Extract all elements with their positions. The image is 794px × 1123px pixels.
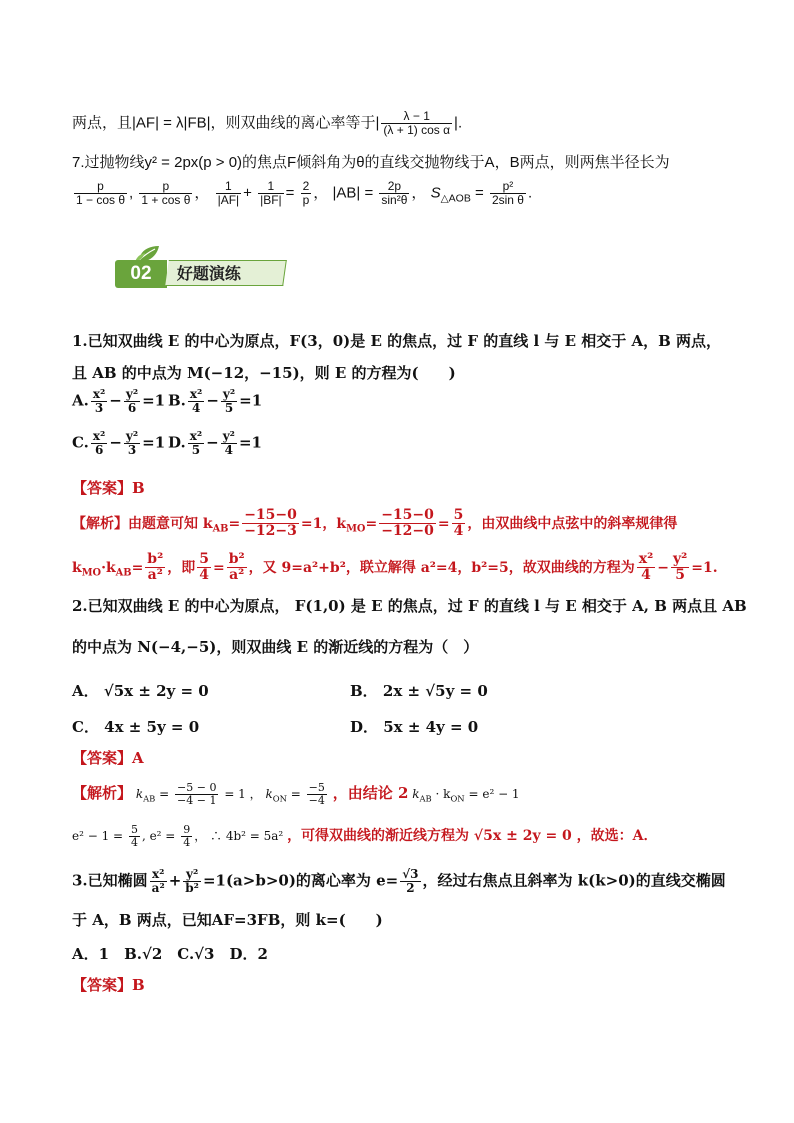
- option-fraction: [124, 430, 140, 457]
- fraction-numerator: y²: [125, 429, 139, 443]
- fraction-denominator: −12−0: [381, 523, 434, 540]
- question-text: +: [168, 871, 182, 890]
- fraction-numerator: y²: [222, 429, 235, 443]
- q1-solution-line-2: [72, 552, 718, 584]
- solution-text: ，又 9=a²+b²，联立解得 a²=4，b²=5，故双曲线的方程为: [248, 559, 635, 576]
- fraction-denominator: sin²θ: [381, 193, 408, 208]
- option-end: =1: [238, 433, 262, 452]
- q3-line-2: 于 A，B 两点，已知AF=3FB，则 k=( ): [72, 911, 383, 929]
- solution-fraction: [379, 508, 436, 540]
- solution-math: k: [135, 787, 144, 802]
- fraction-denominator: 4: [453, 523, 464, 540]
- fraction-numerator: x²: [638, 551, 654, 567]
- formula-fraction-1: [74, 180, 127, 207]
- fraction-numerator: p: [139, 180, 192, 194]
- fraction-denominator: −12−3: [244, 523, 297, 540]
- solution-math: = e² − 1: [468, 787, 520, 802]
- option-fraction: [188, 430, 204, 457]
- q3-options: A．1 B.√2 C.√3 D．2: [72, 945, 268, 963]
- intro-text: 两点，且|AF| = λ|FB|，则双曲线的离心率等于|: [72, 114, 380, 132]
- formula-fraction-5: [301, 180, 312, 207]
- option-fraction: [91, 430, 107, 457]
- fraction-denominator: −4: [308, 794, 325, 808]
- fraction-denominator: 3: [94, 401, 104, 416]
- subscript: ON: [450, 793, 465, 804]
- fraction-numerator: 9: [183, 823, 191, 836]
- q3-fraction: [150, 868, 167, 895]
- fraction-denominator: a²: [229, 567, 245, 584]
- fraction-denominator: b²: [185, 881, 199, 896]
- fraction-denominator: 5: [191, 443, 201, 458]
- solution-math: = 1 ，: [224, 787, 262, 802]
- solution-fraction: [307, 782, 327, 807]
- area-subscript: △AOB: [440, 192, 471, 205]
- formula-fraction-6: [379, 180, 409, 207]
- subscript: AB: [419, 793, 432, 804]
- q1-line-1: 1.已知双曲线 E 的中心为原点，F(3，0)是 E 的焦点，过 F 的直线 l 与 E 相交于 A，B 两点，: [72, 332, 722, 350]
- solution-math: k: [412, 787, 420, 802]
- fraction-numerator: −15−0: [381, 507, 434, 523]
- q2-option-d: D． 5x ± 4y = 0: [350, 718, 479, 736]
- solution-fraction: [145, 552, 165, 584]
- intro-line-1: [72, 110, 462, 137]
- q2-line-1: 2.已知双曲线 E 的中心为原点， F(1,0) 是 E 的焦点，过 F 的直线 l 与 E 相交于 A, B 两点且 AB: [72, 597, 747, 615]
- fraction-numerator: p²: [490, 180, 526, 194]
- solution-fraction: [671, 552, 689, 584]
- solution-text: ·k: [101, 559, 116, 576]
- q3-answer: 【答案】B: [72, 976, 145, 994]
- solution-text: =1.: [691, 559, 718, 576]
- fraction-denominator: |BF|: [260, 193, 282, 208]
- solution-math: · k: [435, 787, 451, 802]
- solution-text: =: [212, 559, 225, 576]
- solution-math: =: [290, 787, 301, 802]
- option-fraction: [221, 430, 237, 457]
- fraction-numerator: 5: [130, 823, 138, 836]
- q1-option-c: C. $\frac{\text{x²}}{6}$ − $\frac{\text{y²}}{3}$ =1: [72, 429, 166, 458]
- solution-math: k: [265, 787, 273, 802]
- option-fraction: [221, 388, 237, 415]
- fraction-denominator: 5: [675, 567, 685, 584]
- fraction-denominator: 2sin θ: [491, 193, 524, 208]
- option-end: =1: [142, 433, 166, 452]
- solution-math: e² − 1 =: [72, 829, 124, 844]
- fraction-numerator: 2p: [379, 180, 409, 194]
- fraction-numerator: −5 − 0: [177, 781, 217, 794]
- fraction-numerator: √3: [402, 867, 419, 881]
- option-label: D.: [168, 433, 186, 452]
- fraction-denominator: 2: [406, 881, 415, 896]
- ab-length-label: |AB| =: [332, 184, 374, 202]
- fraction-numerator: 5: [453, 507, 464, 523]
- fraction-numerator: x²: [92, 429, 106, 443]
- fraction-numerator: y²: [125, 387, 139, 401]
- solution-text: =: [365, 515, 378, 532]
- fraction-numerator: x²: [150, 868, 167, 882]
- fraction-denominator: 4: [130, 836, 138, 850]
- solution-text: −: [657, 559, 669, 576]
- fraction-numerator: x²: [92, 387, 106, 401]
- q1-solution-line-1: [72, 508, 677, 540]
- fraction-denominator: 6: [127, 401, 137, 416]
- solution-text: ，可得双曲线的渐近线方程为 √5x ± 2y = 0 ，故选：A．: [287, 828, 658, 845]
- subscript: MO: [346, 523, 366, 535]
- q1-option-a: A. $\frac{\text{x²}}{3}$ − $\frac{\text{y²}}{6}$ =1: [72, 387, 166, 416]
- option-label: A.: [72, 391, 89, 410]
- area-label: S: [430, 184, 441, 202]
- option-fraction: [124, 388, 140, 415]
- solution-fraction: [227, 552, 247, 584]
- option-fraction: [91, 388, 107, 415]
- solution-fraction: [181, 824, 192, 849]
- solution-text: =: [437, 515, 450, 532]
- subscript: AB: [212, 523, 229, 535]
- solution-math: ， ∴ 4b² = 5a²: [194, 829, 284, 844]
- q3-fraction: [183, 868, 201, 895]
- solution-text: =: [228, 515, 241, 532]
- q2-option-a: A． √5x ± 2y = 0: [72, 682, 209, 700]
- fraction-denominator: 4: [641, 567, 651, 584]
- solution-text: ，由双曲线中点弦中的斜率规律得: [467, 515, 678, 532]
- q1-option-d: D. $\frac{\text{x²}}{5}$ − $\frac{\text{y²}}{4}$ =1: [168, 429, 262, 458]
- formula-fraction-4: [258, 180, 284, 207]
- fraction-denominator: 4: [183, 836, 191, 850]
- section-badge: [115, 258, 287, 290]
- solution-text: k: [72, 559, 82, 576]
- question-text: =1(a>b>0)的离心率为 e=: [202, 871, 399, 890]
- item-7-formulas: $\frac{p}{\text{1 − cos θ}}$ , $\frac{p}{\text{1 + cos θ}}$ ， $\frac{1}{|AF|}$ + $\frac{1}{|BF|}$ = $\frac{2}{p}$ ， |AB| = $\frac{2p}{\text{sin²θ}}$ ， $S_{\triangle AOB}$ = $\frac{\text{p²}}{\text{2sin θ}}$ .: [76, 179, 533, 208]
- fraction-denominator: p: [302, 193, 310, 208]
- fraction-denominator: a²: [147, 567, 163, 584]
- section-title-box: [165, 260, 287, 286]
- solution-fraction: [129, 824, 140, 849]
- fraction-numerator: −15−0: [244, 507, 297, 523]
- q2-option-b: B． 2x ± √5y = 0: [350, 682, 488, 700]
- subscript: ON: [272, 793, 287, 804]
- eccentricity-fraction: [381, 110, 452, 137]
- fraction-numerator: y²: [672, 551, 688, 567]
- fraction-denominator: a²: [151, 881, 165, 896]
- fraction-denominator: (λ + 1) cos α: [383, 123, 451, 138]
- solution-fraction: [452, 508, 466, 540]
- fraction-denominator: 4: [224, 443, 233, 458]
- q1-option-b: B. $\frac{\text{x²}}{4}$ − $\frac{\text{y²}}{5}$ =1: [168, 387, 263, 416]
- formula-fraction-2: [139, 180, 192, 207]
- fraction-numerator: −5: [308, 781, 325, 794]
- q3-fraction: [400, 868, 420, 895]
- q2-solution-line-1: [72, 782, 520, 808]
- solution-label: 【解析】: [72, 784, 133, 803]
- fraction-denominator: 4: [191, 401, 201, 416]
- solution-math: , e² =: [141, 829, 176, 844]
- option-label: B.: [168, 391, 186, 410]
- subscript: MO: [81, 567, 102, 579]
- fraction-numerator: 1: [216, 180, 242, 194]
- solution-text: ，由结论 2: [332, 784, 409, 803]
- solution-fraction: [637, 552, 655, 584]
- q1-line-2: 且 AB 的中点为 M(−12，−15)，则 E 的方程为( ): [72, 364, 456, 382]
- fraction-denominator: 4: [199, 567, 209, 584]
- fraction-numerator: 1: [258, 180, 284, 194]
- intro-text-end: |.: [454, 114, 463, 132]
- fraction-denominator: |AF|: [217, 193, 240, 208]
- fraction-numerator: y²: [183, 868, 201, 882]
- solution-fraction: [197, 552, 211, 584]
- option-end: =1: [239, 391, 263, 410]
- solution-text: ，即: [167, 559, 196, 576]
- fraction-denominator: 3: [127, 443, 137, 458]
- fraction-numerator: x²: [189, 429, 203, 443]
- q3-line-1: [72, 868, 726, 895]
- q1-answer: 【答案】B: [72, 479, 145, 497]
- fraction-denominator: −4 − 1: [177, 794, 217, 808]
- fraction-numerator: 2: [302, 179, 310, 193]
- option-end: =1: [142, 391, 166, 410]
- formula-fraction-3: [216, 180, 242, 207]
- fraction-denominator: 1 − cos θ: [76, 193, 126, 208]
- solution-text: =1，k: [300, 515, 347, 532]
- question-text: ，经过右焦点且斜率为 k(k>0)的直线交椭圆: [422, 871, 726, 890]
- option-fraction: [188, 388, 204, 415]
- solution-math: =: [159, 787, 170, 802]
- q2-solution-line-2: [72, 824, 658, 849]
- solution-fraction: [175, 782, 218, 807]
- section-number: 02: [115, 260, 167, 288]
- question-text: 3.已知椭圆: [72, 871, 148, 890]
- subscript: AB: [143, 793, 156, 804]
- item-7-text: 7.过抛物线y² = 2px(p > 0)的焦点F倾斜角为θ的直线交抛物线于A，B两点，则两焦半径长为: [72, 154, 670, 171]
- fraction-denominator: 5: [224, 401, 234, 416]
- fraction-numerator: 5: [199, 551, 209, 567]
- fraction-numerator: λ − 1: [381, 110, 452, 124]
- fraction-numerator: b²: [228, 551, 245, 567]
- option-label: C.: [72, 433, 89, 452]
- q2-answer: 【答案】A: [72, 749, 144, 767]
- formula-fraction-7: [490, 180, 526, 207]
- q2-option-c: C． 4x ± 5y = 0: [72, 718, 200, 736]
- fraction-denominator: 1 + cos θ: [141, 193, 191, 208]
- fraction-numerator: p: [74, 180, 127, 194]
- fraction-numerator: y²: [222, 387, 236, 401]
- fraction-numerator: b²: [147, 551, 164, 567]
- solution-text: =: [131, 559, 144, 576]
- fraction-numerator: x²: [189, 387, 203, 401]
- solution-text: 【解析】由题意可知 k: [72, 515, 213, 532]
- subscript: AB: [115, 567, 132, 579]
- fraction-denominator: 6: [94, 443, 104, 458]
- q2-line-2: 的中点为 N(−4,−5)，则双曲线 E 的渐近线的方程为（ ）: [72, 638, 479, 656]
- solution-fraction: [242, 508, 299, 540]
- section-title: 好题演练: [176, 264, 241, 283]
